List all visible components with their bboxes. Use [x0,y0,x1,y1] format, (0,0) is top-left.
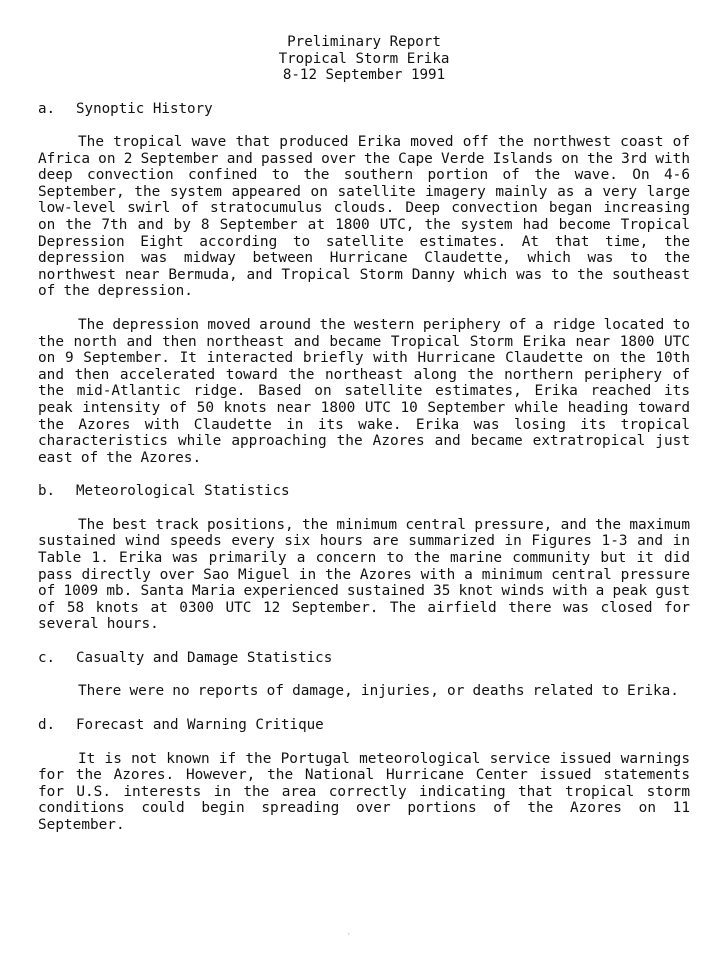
report-header [38,34,690,84]
section-letter: b. [38,483,56,500]
document-page [38,34,690,851]
section-title: Synoptic History [76,100,213,117]
section-forecast-warning [38,717,690,833]
report-title: Preliminary Report [287,34,441,50]
paragraph: The depression moved around the western periphery of a ridge located to the north and then northeast and became Tropical Storm Erika near 1800 UTC on 9 September. It interacted briefly with Hurricane Claudette on the 10th and then accelerated toward the northeast along the northern periphery of the mid-Atlantic ridge. Based on satellite estimates, Erika reached its peak intensity of 50 knots near 1800 UTC 10 September while heading toward the Azores with Claudette in its wake. Erika was losing its tropical characteristics while approaching the Azores and became extratropical just east of the Azores. [38,316,690,466]
section-meteorological-statistics [38,483,690,633]
section-heading [38,650,690,667]
storm-dates: 8-12 September 1991 [282,67,446,83]
section-casualty-damage [38,650,690,700]
paragraph: There were no reports of damage, injuries, or deaths related to Erika. [78,683,679,700]
section-title: Casualty and Damage Statistics [76,649,333,666]
section-letter: d. [38,717,56,734]
paragraph: The best track positions, the minimum central pressure, and the maximum sustained wind speeds every six hours are summarized in Figures 1-3 and in Table 1. Erika was primarily a concern to the marine community but it did pass directly over Sao Miguel in the Azores with a minimum central pressure of 1009 mb. Santa Maria experienced sustained 35 knot winds with a peak gust of 58 knots at 0300 UTC 12 September. The airfield there was closed for several hours. [38,516,690,633]
section-synoptic-history [38,101,690,467]
scan-speck: · [346,930,352,940]
section-letter: a. [38,100,56,117]
paragraph: It is not known if the Portugal meteorological service issued warnings for the Azores. However, the National Hurricane Center issued statements for U.S. interests in the area correctly indicating that tropical storm conditions could begin spreading over portions of the Azores on 11 September. [38,750,690,833]
section-letter: c. [38,649,56,666]
section-heading [38,101,690,118]
section-title: Meteorological Statistics [76,483,290,500]
storm-name: Tropical Storm Erika [278,50,450,67]
section-heading [38,483,690,500]
paragraph: The tropical wave that produced Erika moved off the northwest coast of Africa on 2 September and passed over the Cape Verde Islands on the 3rd with deep convection confined to the southern portion of the wave. On 4-6 September, the system appeared on satellite imagery mainly as a very large low-level swirl of stratocumulus clouds. Deep convection began increasing on the 7th and by 8 September at 1800 UTC, the system had become Tropical Depression Eight according to satellite estimates. At that time, the depression was midway between Hurricane Claudette, which was to the northwest near Bermuda, and Tropical Storm Danny which was to the southeast of the depression. [38,134,690,300]
section-title: Forecast and Warning Critique [76,717,324,734]
section-heading [38,717,690,734]
